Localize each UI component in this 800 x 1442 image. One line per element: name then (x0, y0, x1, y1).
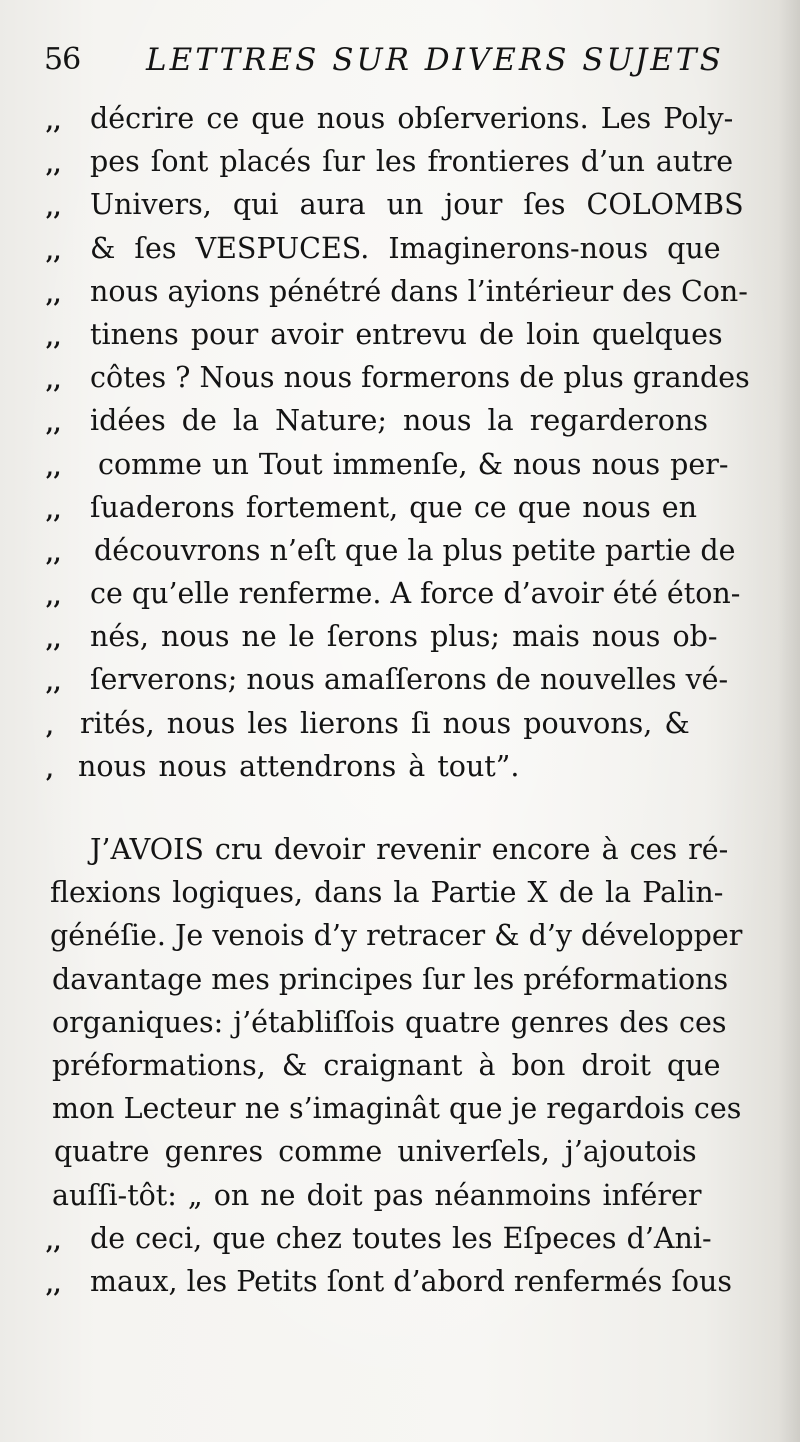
text-line (46, 229, 754, 272)
line-text: découvrons n’eſt que la plus petite partie de (94, 533, 736, 567)
line-text: & ſes VESPUCES. Imaginerons-nous que (90, 231, 721, 265)
text-line (46, 531, 754, 574)
line-text: flexions logiques, dans la Partie X de la Palin- (50, 876, 724, 910)
text-line (46, 99, 754, 142)
text-line (46, 873, 754, 916)
line-text: mon Lecteur ne s’imaginât que je regardois ces (52, 1092, 742, 1126)
line-text: auſſi-tôt: „ on ne doit pas néanmoins inférer (52, 1178, 702, 1212)
quote-mark: ,, (46, 627, 62, 654)
quote-mark: , (46, 713, 54, 740)
text-line (46, 1089, 754, 1132)
quote-mark: ,, (46, 454, 62, 481)
text-line (46, 488, 754, 531)
quote-mark: ,, (46, 368, 62, 395)
running-title: LETTRES SUR DIVERS SUJETS (146, 42, 724, 78)
line-text: quatre genres comme univerſels, j’ajoutois (54, 1135, 697, 1169)
line-text: davantage mes principes ſur les préformations (52, 962, 729, 996)
text-line (46, 358, 754, 401)
line-text: rités, nous les lierons ſi nous pouvons, & (80, 706, 690, 740)
line-text: nous ayions pénétré dans l’intérieur des Con- (90, 274, 748, 308)
line-text: côtes ? Nous nous formerons de plus grandes (90, 361, 750, 395)
line-text: nés, nous ne le ſerons plus; mais nous ob- (90, 620, 718, 654)
page-header (44, 34, 724, 90)
line-text: pes ſont placés ſur les frontieres d’un autre (90, 145, 734, 179)
quote-mark: ,, (46, 1228, 62, 1255)
quote-mark: ,, (46, 109, 62, 135)
quote-mark: , (46, 756, 54, 783)
quote-mark: ,, (46, 584, 62, 611)
text-line (46, 747, 754, 790)
line-text: généſie. Je venois d’y retracer & d’y développer (50, 919, 743, 953)
line-text: ſerverons; nous amaſſerons de nouvelles vé- (90, 663, 729, 697)
quote-mark: ,, (46, 1271, 62, 1298)
line-text: tinens pour avoir entrevu de loin quelques (90, 317, 723, 351)
line-text: organiques: j’établiſſois quatre genres des ces (52, 1005, 727, 1039)
text-line (46, 445, 754, 488)
quote-mark: ,, (46, 152, 62, 179)
line-text: de ceci, que chez toutes les Eſpeces d’Ani- (90, 1221, 712, 1255)
quote-mark: ,, (46, 195, 62, 222)
quote-mark: ,, (46, 670, 62, 697)
text-line (46, 617, 754, 660)
quote-mark: ,, (46, 281, 62, 308)
text-line (46, 1132, 754, 1175)
page-number: 56 (44, 42, 81, 77)
quote-mark: ,, (46, 411, 62, 438)
line-text: décrire ce que nous obſerverions. Les Poly- (90, 102, 734, 135)
text-line (46, 185, 754, 228)
text-line (46, 1176, 754, 1219)
text-line (46, 830, 754, 873)
text-line (46, 272, 754, 315)
text-line (46, 401, 754, 444)
text-line (46, 574, 754, 617)
line-text: ſuaderons fortement, que ce que nous en (90, 490, 698, 524)
text-line (46, 1046, 754, 1089)
page-edge-shadow (778, 0, 800, 1442)
text-line (46, 960, 754, 1003)
paragraph-gap (46, 790, 754, 830)
line-text: J’AVOIS cru devoir revenir encore à ces ré- (90, 833, 729, 866)
quote-mark: ,, (46, 238, 62, 265)
line-text: préformations, & craignant à bon droit que (52, 1048, 721, 1082)
line-text: Univers, qui aura un jour ſes COLOMBS (90, 188, 744, 222)
line-text: comme un Tout immenſe, & nous nous per- (98, 447, 729, 481)
line-text: nous nous attendrons à tout”. (78, 749, 520, 783)
quote-mark: ,, (46, 497, 62, 524)
text-line (46, 660, 754, 703)
quote-mark: ,, (46, 324, 62, 351)
quote-mark: ,, (46, 540, 62, 567)
body-text (46, 99, 754, 1305)
line-text: idées de la Nature; nous la regarderons (90, 404, 708, 438)
text-line (46, 315, 754, 358)
text-line (46, 1262, 754, 1305)
line-text: maux, les Petits ſont d’abord renfermés ſous (90, 1264, 733, 1298)
line-text: ce qu’elle renferme. A force d’avoir été éton- (90, 577, 741, 611)
text-line (46, 1219, 754, 1262)
text-line (46, 142, 754, 185)
text-line (46, 1003, 754, 1046)
text-line (46, 704, 754, 747)
text-line (46, 916, 754, 959)
